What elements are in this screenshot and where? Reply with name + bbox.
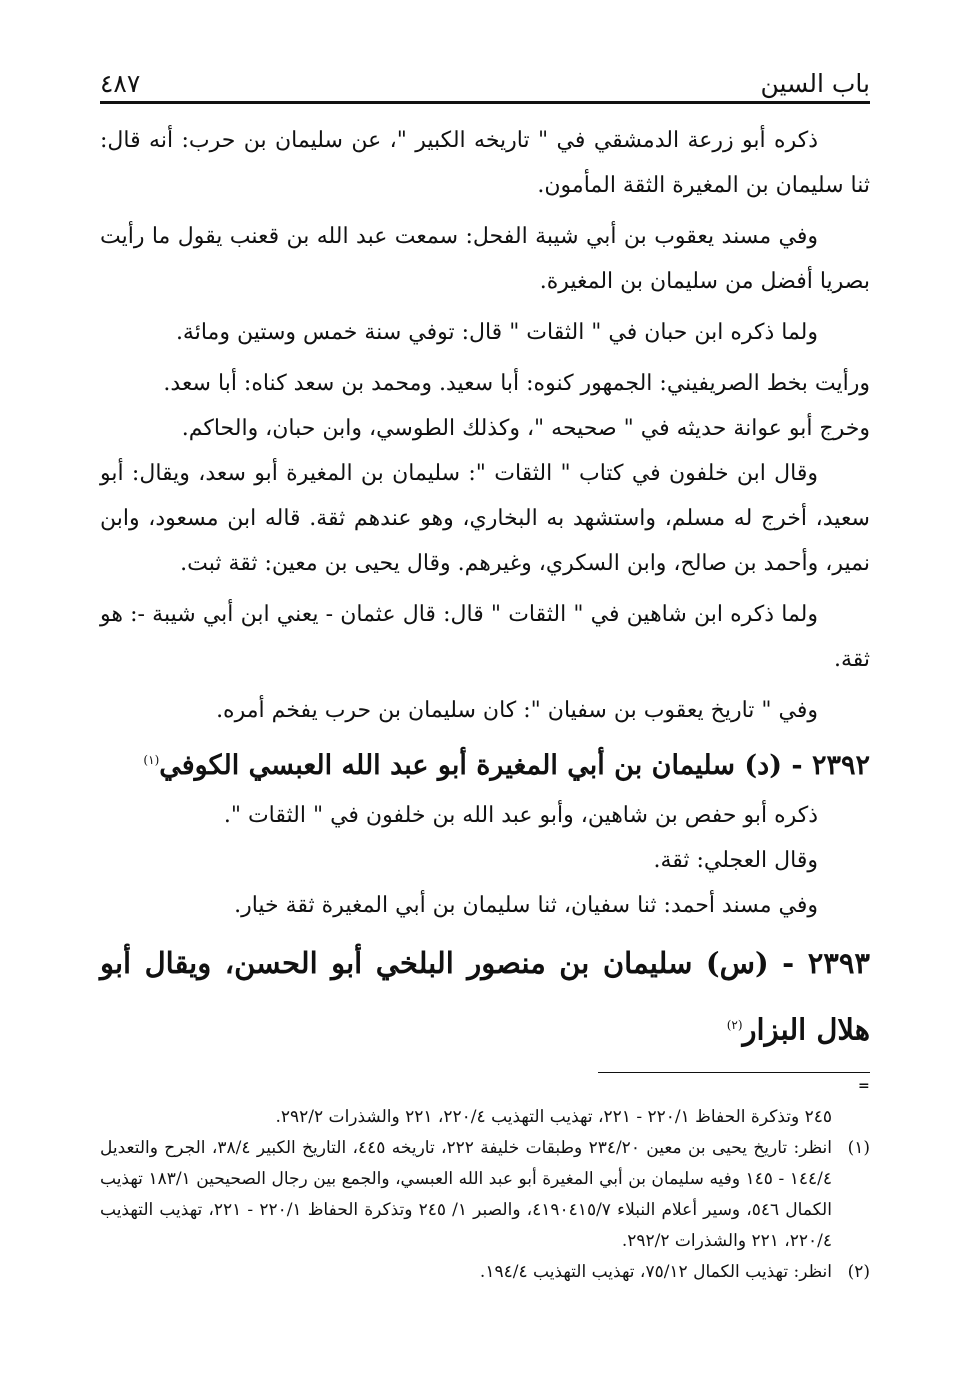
paragraph: ورأيت بخط الصريفيني: الجمهور كنوه: أبا سعيد. ومحمد بن سعد كناه: أبا سعد. (163, 371, 870, 396)
footnote-text: انظر: تهذيب الكمال ٧٥/١٢، تهذيب التهذيب ١٩٤/٤. (479, 1262, 832, 1282)
paragraph: وقال العجلي: ثقة. (653, 848, 818, 873)
footnote-continuation-mark: = (858, 1078, 870, 1094)
footnote-ref: (٢) (726, 1018, 743, 1032)
footnote-rule (598, 1072, 870, 1073)
paragraph: وفي " تاريخ يعقوب بن سفيان ": كان سليمان بن حرب يفخم أمره. (216, 698, 818, 723)
paragraph: وفي مسند يعقوب بن أبي شيبة الفحل: سمعت عبد الله بن قعنب يقول ما رأيت بصريا أفضل من سليمان بن المغيرة. (100, 224, 870, 294)
footnote-continuation: ٢٤٥ وتذكرة الحفاظ ٢٢٠/١ - ٢٢١، تهذيب التهذيب ٢٢٠/٤، ٢٢١ والشذرات ٢٩٢/٢. (275, 1107, 832, 1127)
paragraph: وقال ابن خلفون في كتاب " الثقات ": سليمان بن المغيرة أبو سعد، ويقال: أبو سعيد، أخرج له مسلم، واستشهد به البخاري، وهو عندهم ثقة. قاله ابن مسعود، وابن نمير، وأحمد بن صالح، وابن السكري، وغيرهم. وقال يحيى بن معين: ثقة ثبت. (100, 461, 870, 576)
entry-heading-text: ٢٣٩٣ - (س) سليمان بن منصور البلخي أبو الحسن، ويقال أبو هلال البزار (100, 946, 870, 1047)
entry-heading-2393 (100, 932, 870, 1061)
paragraph: ولما ذكره ابن شاهين في " الثقات " قال: قال عثمان - يعني ابن أبي شيبة -: هو ثقة. (100, 602, 870, 672)
paragraph: ولما ذكره ابن حبان في " الثقات " قال: توفي سنة خمس وستين ومائة. (175, 320, 818, 345)
footnote-number: (١) (847, 1138, 870, 1158)
paragraph: ذكره أبو حفص بن شاهين، وأبو عبد الله بن خلفون في " الثقات ". (223, 803, 818, 828)
paragraph: ذكره أبو زرعة الدمشقي في " تاريخه الكبير "، عن سليمان بن حرب: أنه قال: ثنا سليمان بن المغيرة الثقة المأمون. (100, 128, 870, 198)
paragraph: وخرج أبو عوانة حديثه في " صحيحه "، وكذلك الطوسي، وابن حبان، والحاكم. (181, 416, 870, 441)
paragraph: وفي مسند أحمد: ثنا سفيان، ثنا سليمان بن أبي المغيرة ثقة خيار. (234, 893, 818, 918)
page-number: ٤٨٧ (100, 69, 141, 98)
footnotes (100, 1102, 870, 1288)
footnote-2 (100, 1257, 870, 1288)
main-text (100, 118, 870, 1061)
running-header (100, 50, 870, 98)
footnote-1 (100, 1133, 870, 1257)
chapter-title: باب السين (760, 69, 870, 98)
entry-heading-2392 (100, 733, 870, 793)
entry-heading-text: ٢٣٩٢ - (د) سليمان بن أبي المغيرة أبو عبد الله العبسي الكوفي (159, 750, 870, 781)
footnote-ref: (١) (143, 753, 160, 767)
footnote-text: انظر: تاريخ يحيى بن معين ٢٣٤/٢٠ وطبقات خليفة ٢٢٢، تاريخه ٤٤٥، التاريخ الكبير ٣٨/٤، الجرح والتعديل ١٤٤/٤ - ١٤٥ وفيه سليمان بن أبي المغيرة أبو عبد الله العبسي، والجمع بين رجال الصحيحين ١٨٣/١ تهذيب الكمال ٥٤٦، وسير أعلام النبلاء ٤١٩٠٤١٥/٧، والصبر ١/ ٢٤٥ وتذكرة الحفاظ ٢٢٠/١ - ٢٢١، تهذيب التهذيب ٢٢٠/٤، ٢٢١ والشذرات ٢٩٢/٢. (100, 1138, 832, 1251)
footnote-number: (٢) (847, 1262, 870, 1282)
header-rule (100, 101, 870, 104)
